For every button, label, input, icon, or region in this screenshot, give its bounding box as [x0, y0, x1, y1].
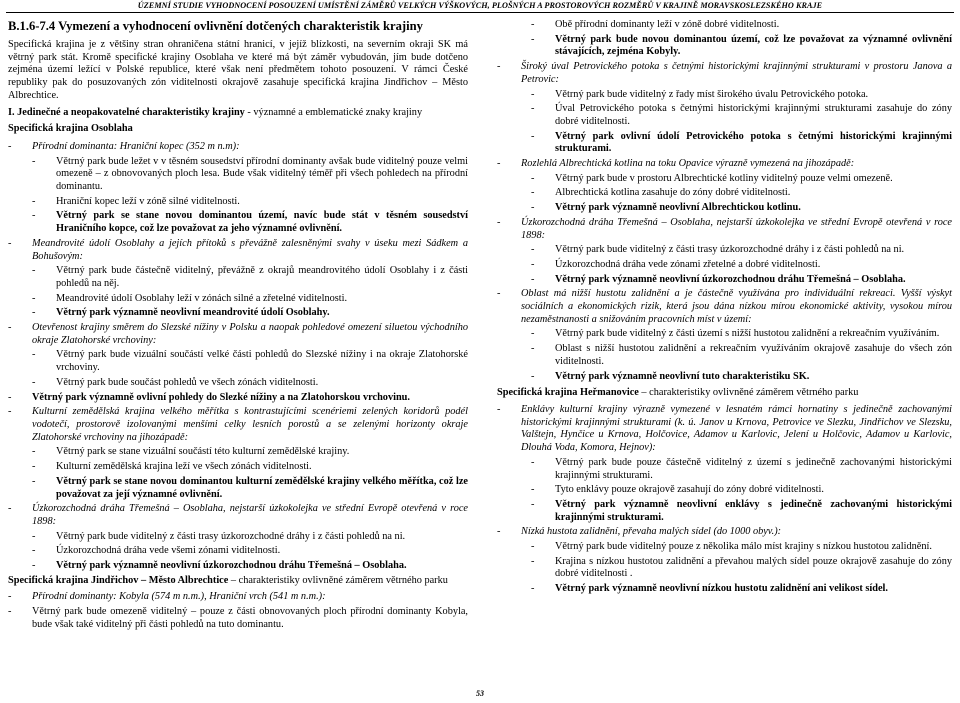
- list-item: - Úzkorozchodná dráha vede zónami zřetelné a dobré viditelnosti.: [531, 258, 821, 270]
- document-title: ÚZEMNÍ STUDIE VYHODNOCENÍ POSOUZENÍ UMÍSTĚNÍ ZÁMĚRŮ VELKÝCH VÝŠKOVÝCH, PLOŠNÝCH A PROSTOROVÝCH ROZMĚRŮ V KRAJINĚ MORAVSKOSLEZSKÉHO KRAJE: [137, 1, 823, 10]
- list-item: - Otevřenost krajiny směrem do Slezské nížiny v Polsku a naopak pohledové omezení siluetou východního okraje Zlatohorské vrchoviny:: [8, 322, 468, 346]
- list-item: - Větrný park se stane vizuální součástí této kulturní zemědělské krajiny.: [32, 446, 350, 458]
- list-item: - Větrný park bude viditelný z části území s nižší hustotou zalidnění a rekreačním využíváním.: [531, 328, 940, 340]
- list-item: - Kulturní zemědělská krajina leží ve všech zónách viditelnosti.: [32, 461, 312, 473]
- list-item: - Kulturní zemědělská krajina velkého měřítka s kontrastujícími scenériemi zelených koridorů podél vodotečí, prostorově izolovanými menšími celky lesních porostů a se zelenými horizonty okraje Zlatohorské vrchoviny na jihozápadě:: [8, 406, 468, 443]
- list-item: - Větrný park se stane novou dominantou území, navíc bude stát v těsném sousedství Hraničního kopce, což lze považovat za jeho významné ovlivnění.: [32, 210, 468, 235]
- list-item: - Větrný park významně neovlivní nízkou hustotu zalidnění ani velikost sídel.: [531, 583, 888, 595]
- list-item: - Větrný park významně neovlivní úzkorozchodnou dráhu Třemešná – Osoblaha.: [531, 273, 906, 285]
- hermanovice-heading: [497, 387, 952, 400]
- list-item: - Albrechtická kotlina zasahuje do zóny dobré viditelnosti.: [531, 187, 791, 199]
- list-item: - Větrný park bude vizuální součástí velké části pohledů do Slezské nížiny i na okraje Zlatohorské vrchoviny.: [32, 349, 468, 374]
- list-item: - Větrný park významně neovlivní enklávy s jedinečně zachovanými historickými krajinnými strukturami.: [531, 498, 952, 523]
- list-item: - Větrný park významně ovlivní pohledy do Slezké nížiny a na Zlatohorskou vrchovinu.: [8, 391, 410, 403]
- list-item: - Nízká hustota zalidnění, převaha malých sídel (do 1000 obyv.):: [497, 526, 782, 538]
- list-item: - Krajina s nízkou hustotou zalidnění a převahou malých sídel pouze okrajově zasahuje do zóny dobré viditelnosti .: [531, 555, 952, 580]
- osoblaha-title: Specifická krajina Osoblaha: [8, 123, 133, 135]
- intro-paragraph: Specifická krajina je z většiny stran ohraničena státní hranicí, v jejíž blízkosti, na severním okraji SK má větrný park stát. Kromě specifické krajiny Osoblaha ve které má být záměr vybudován, jím bude dotčeno zejména území ležící v Polské republice, které však není předmětem tohoto posouzení. V rámci České republiky pak do posuzovaných zón viditelnosti okrajově zasahuje specifická krajina Jindřichov – Město Albrechtice.: [8, 39, 468, 101]
- list-item: - Větrný park bude omezeně viditelný – pouze z části obnovovaných ploch přírodní dominanty Kobyla, bude však také viditelný při části pohledů na tuto dominantu.: [8, 606, 468, 630]
- list-item: - Větrný park bude viditelný z části trasy úzkorozchodné dráhy i z části pohledů na ni.: [531, 244, 905, 256]
- right-column: [497, 19, 952, 598]
- list-item: - Tyto enklávy pouze okrajově zasahují do zóny dobré viditelnosti.: [531, 484, 824, 496]
- list-item: - Větrný park bude v prostoru Albrechtické kotliny viditelný pouze velmi omezeně.: [531, 172, 893, 184]
- header-divider: [6, 12, 954, 13]
- section-i-heading: [8, 107, 468, 120]
- list-item: - Úzkorozchodná dráha Třemešná – Osoblaha, nejstarší úzkokolejka ve střední Evropě otevřená v roce 1898:: [497, 216, 952, 241]
- section-i-subtitle: - významné a emblematické znaky krajiny: [244, 106, 423, 118]
- list-item: - Hraniční kopec leží v zóně silné viditelnosti.: [32, 195, 240, 207]
- list-item: - Oblast s nižší hustotou zalidnění a rekreačním využíváním okrajově zasahuje do všech zón viditelnosti.: [531, 343, 952, 367]
- list-item: - Obě přírodní dominanty leží v zóně dobré viditelnosti.: [531, 19, 780, 30]
- list-item: - Přírodní dominanta: Hraniční kopec (352 m n.m):: [8, 140, 240, 152]
- list-item: - Větrný park významně neovlivní meandrovité údolí Osoblahy.: [32, 307, 330, 319]
- section-heading: B.1.6-7.4 Vymezení a vyhodnocení ovlivnění dotčených charakteristik krajiny: [8, 19, 423, 33]
- list-item: - Větrný park se stane novou dominantou kulturní zemědělské krajiny velkého měřítka, což lze považovat za její významné ovlivnění.: [32, 475, 468, 500]
- hermanovice-title: Specifická krajina Heřmanovice: [497, 387, 639, 399]
- list-item: - Větrný park významně neovlivní úzkorozchodnou dráhu Třemešná – Osoblaha.: [32, 560, 407, 572]
- jindrichov-subtitle: – charakteristiky ovlivněné záměrem větrného parku: [228, 574, 448, 586]
- section-i-title: I. Jedinečné a neopakovatelné charakteristiky krajiny: [8, 106, 245, 118]
- list-item: - Oblast má nižší hustotu zalidnění a je částečně využívána pro individuální rekreaci. Vyšší výskyt sociálních a ekonomických rizik, která jsou dána nízkou mírou ekonomické aktivity, vysokou mírou nezaměstnanosti a snižováním pracovních míst v území:: [497, 288, 952, 325]
- jindrichov-heading: [8, 575, 468, 588]
- list-item: - Větrný park významně neovlivní Albrechtickou kotlinu.: [531, 202, 801, 214]
- left-column: [8, 19, 468, 634]
- list-item: - Větrný park ovlivní údolí Petrovického potoka s četnými historickými krajinnými strukturami.: [531, 130, 952, 155]
- list-item: - Větrný park bude viditelný pouze z několika málo míst krajiny s nízkou hustotou zalidnění.: [531, 541, 932, 553]
- list-item: - Větrný park bude viditelný z řady míst širokého úvalu Petrovického potoka.: [531, 88, 869, 100]
- list-item: - Větrný park bude novou dominantou území, což lze považovat za významné ovlivnění stávajících, zejména Kobyly.: [531, 33, 952, 58]
- list-item: - Meandrovité údolí Osoblahy leží v zónách silné a zřetelné viditelnosti.: [32, 292, 348, 304]
- list-item: - Úzkorozchodná dráha vede všemi zónami viditelnosti.: [32, 545, 281, 557]
- list-item: - Větrný park bude částečně viditelný, převážně z okrajů meandrovitého údolí Osoblahy i z části pohledů na něj.: [32, 265, 468, 289]
- list-item: - Větrný park bude ležet v v těsném sousedství přírodní dominanty avšak bude viditelný pouze velmi omezeně – z obnovovaných ploch lesa. Bude však viditelný téměř při všech pohledech na přírodní dominantu.: [32, 155, 468, 193]
- list-item: - Větrný park bude viditelný z části trasy úzkorozchodné dráhy i z části pohledů na ni.: [32, 530, 406, 542]
- jindrichov-title: Specifická krajina Jindřichov – Město Albrechtice: [8, 574, 229, 586]
- page-header: [0, 0, 960, 12]
- list-item: - Rozlehlá Albrechtická kotlina na toku Opavice výrazně vymezená na jihozápadě:: [497, 158, 855, 170]
- list-item: - Široký úval Petrovického potoka s četnými historickými krajinnými strukturami v prostoru Janova a Petrovic:: [497, 61, 952, 85]
- page-number: 53: [476, 689, 484, 698]
- list-item: - Meandrovité údolí Osoblahy a jejích přítoků s převážně zalesněnými svahy v úseku mezi Sádkem a Bohušovým:: [8, 237, 468, 262]
- list-item: - Větrný park bude pouze částečně viditelný z území s jedinečně zachovanými historickými krajinnými strukturami.: [531, 456, 952, 481]
- list-item: - Větrný park bude součást pohledů ve všech zónách viditelnosti.: [32, 376, 319, 388]
- list-item: - Přírodní dominanty: Kobyla (574 m n.m.), Hraniční vrch (541 m n.m.):: [8, 591, 326, 603]
- list-item: - Větrný park významně neovlivní tuto charakteristiku SK.: [531, 370, 810, 382]
- list-item: - Úval Petrovického potoka s četnými historickými krajinnými strukturami zasahuje do zóny dobré viditelnosti.: [531, 103, 952, 127]
- list-item: - Enklávy kulturní krajiny výrazně vymezené v lesnatém rámci hornatiny s jedinečně zachovanými historickými krajinnými strukturami (k. ú. Janov u Krnova, Petrovice ve Slezku, Jindřichov ve Slezsku, Valštejn, Hynčice u Krnova, Holčovice, Adamov u Karlovic, Jelení u Holčovic, Adamov u Karlovic, Dlouhá Voda, Komora, Hejnov):: [497, 403, 952, 454]
- hermanovice-subtitle: – charakteristiky ovlivněné záměrem větrného parku: [638, 387, 859, 399]
- list-item: - Úzkorozchodná dráha Třemešná – Osoblaha, nejstarší úzkokolejka ve střední Evropě otevřená v roce 1898:: [8, 503, 468, 527]
